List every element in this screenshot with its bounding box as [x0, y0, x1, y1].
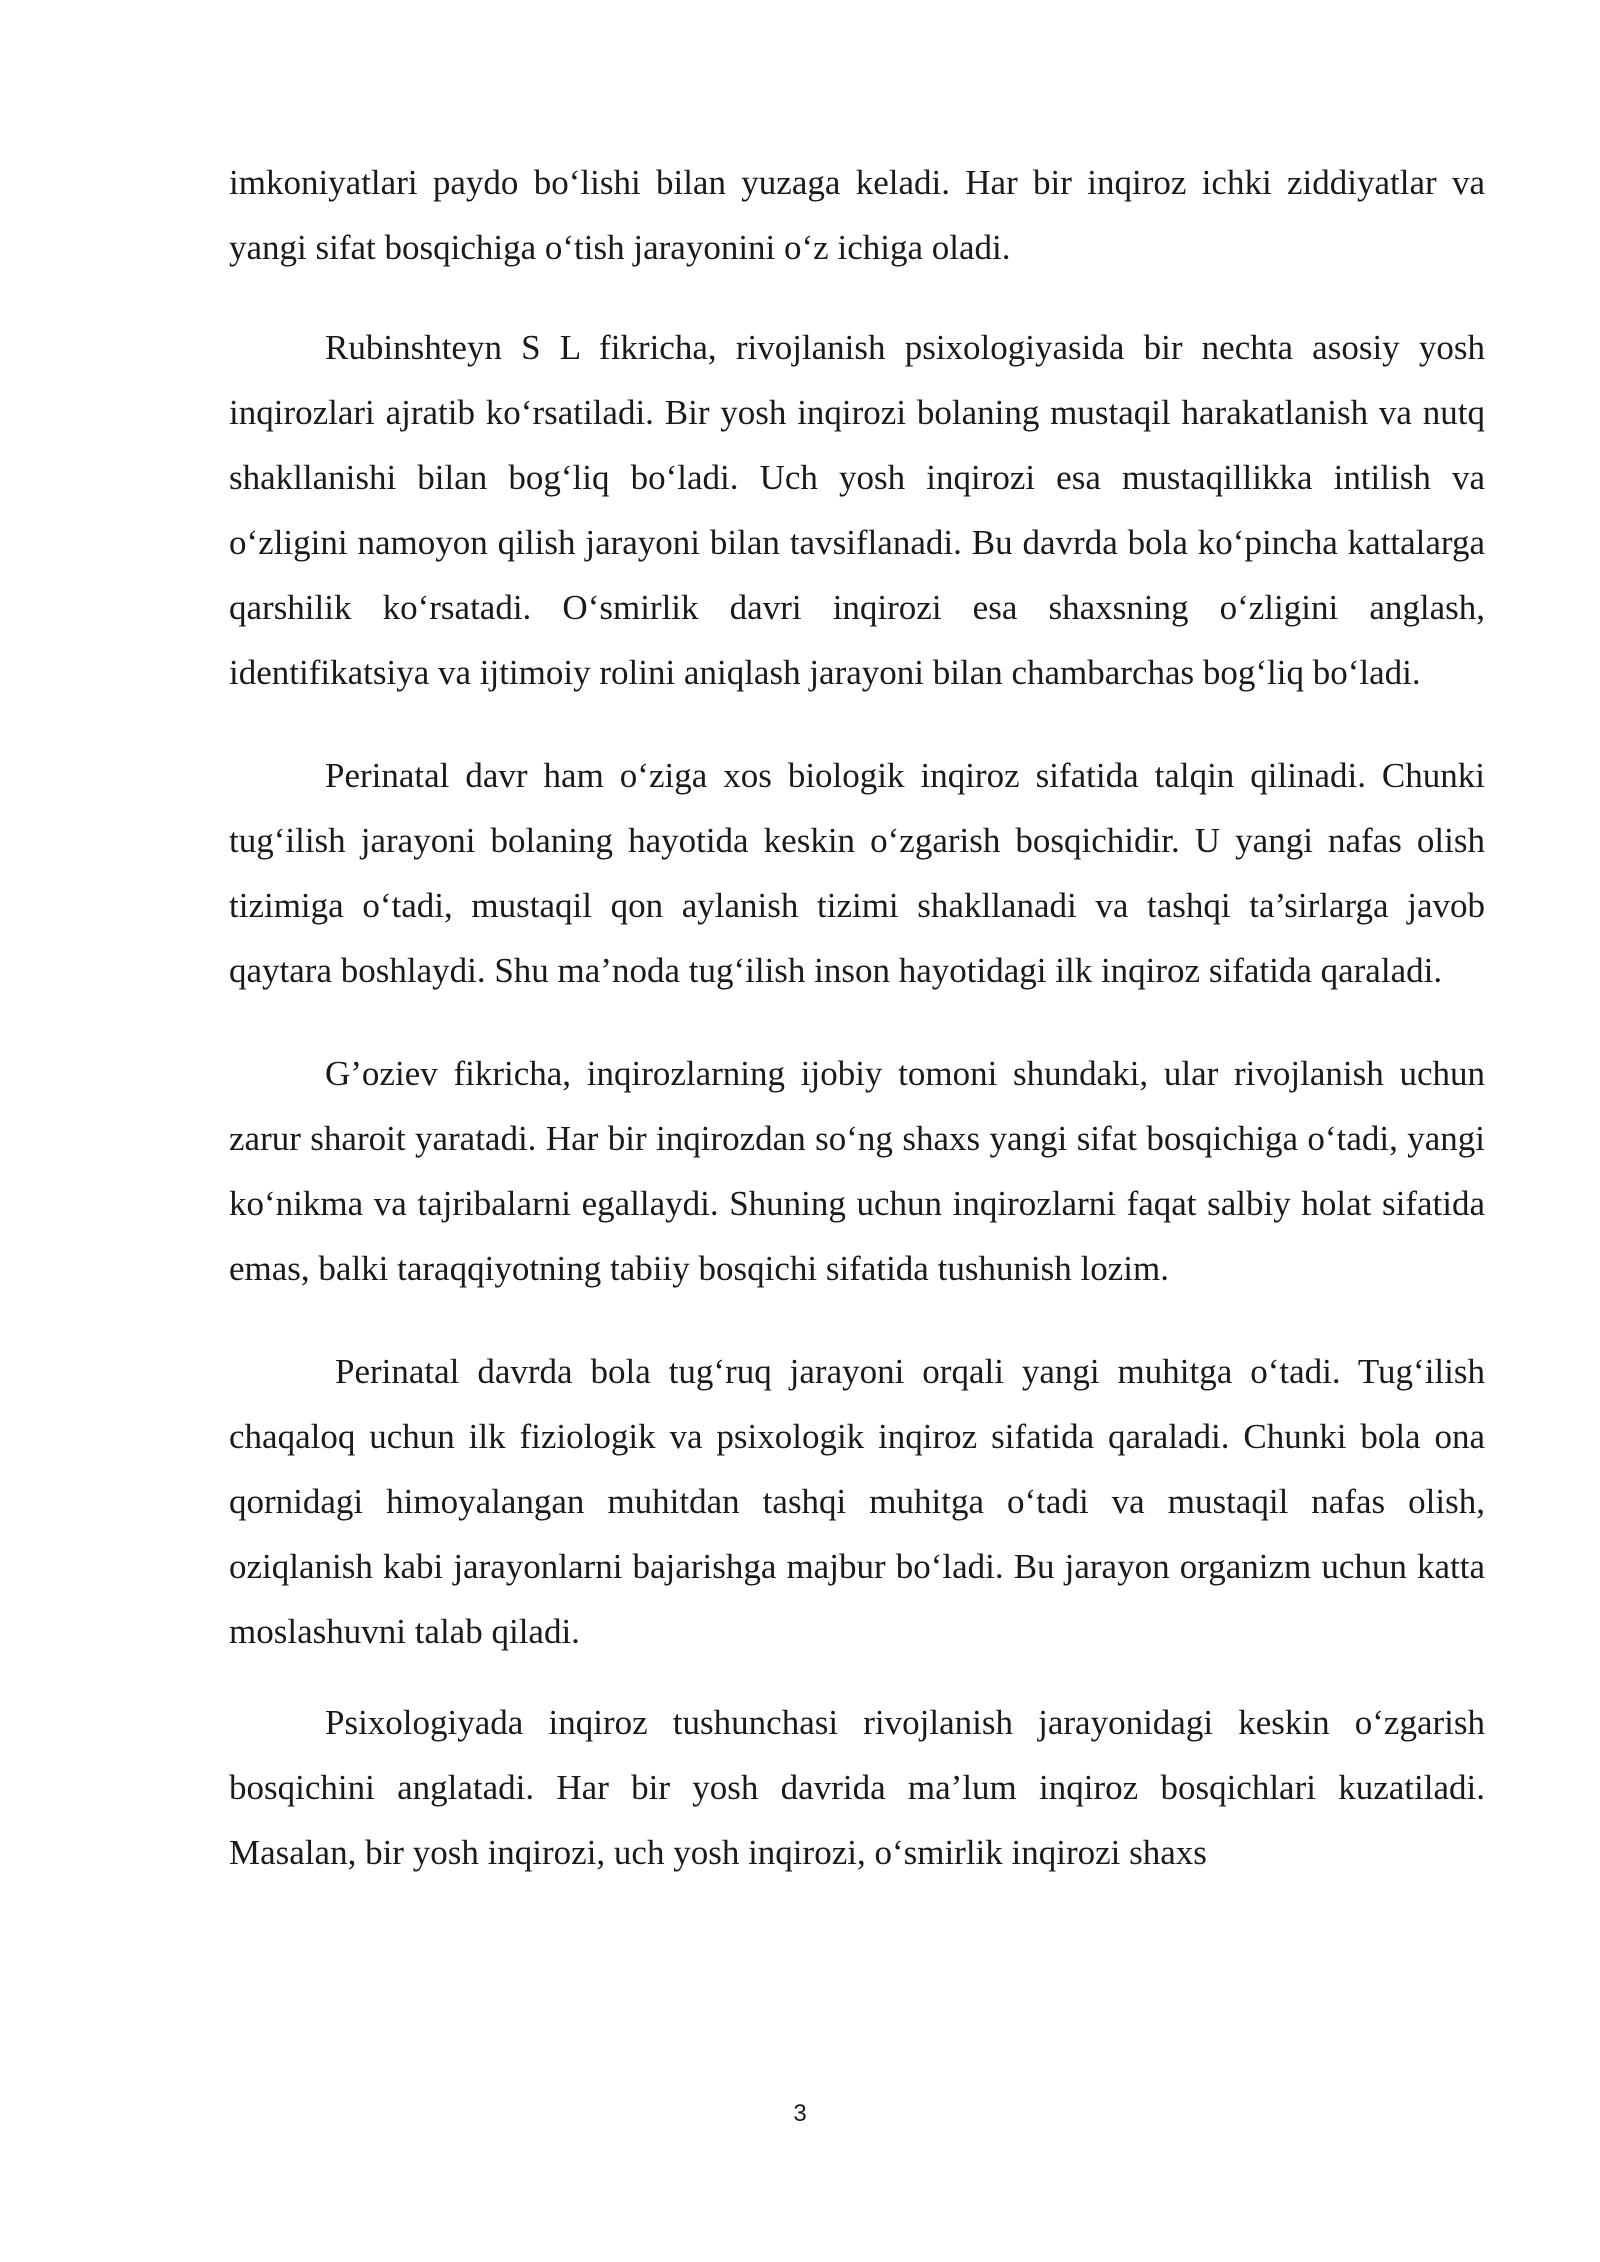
paragraph-goziev: G’oziev fikricha, inqirozlarning ijobiy tomoni shundaki, ular rivojlanish uchun zarur sharoit yaratadi. Har bir inqirozdan so‘ng shaxs yangi sifat bosqichiga o‘tadi, yangi ko‘nikma va tajribalarni egallaydi. Shuning uchun inqirozlarni faqat salbiy holat sifatida emas, balki taraqqiyotning tabiiy bosqichi sifatida tushunish lozim.: [229, 1054, 1485, 1288]
paragraph-rubinshteyn: Rubinshteyn S L fikricha, rivojlanish psixologiyasida bir nechta asosiy yosh inqirozlari ajratib ko‘rsatiladi. Bir yosh inqirozi bolaning mustaqil harakatlanish va nutq shakllanishi bilan bog‘liq bo‘ladi. Uch yosh inqirozi esa mustaqillikka intilish va o‘zligini namoyon qilish jarayoni bilan tavsiflanadi. Bu davrda bola ko‘pincha kattalarga qarshilik ko‘rsatadi. O‘smirlik davri inqirozi esa shaxsning o‘zligini anglash, identifikatsiya va ijtimoiy rolini aniqlash jarayoni bilan chambarchas bog‘liq bo‘ladi.: [229, 328, 1485, 692]
document-body: [229, 150, 1485, 1885]
page-number: 3: [793, 2100, 807, 2127]
paragraph-perinatal-birth: Perinatal davrda bola tug‘ruq jarayoni orqali yangi muhitga o‘tadi. Tug‘ilish chaqaloq uchun ilk fiziologik va psixologik inqiroz sifatida qaraladi. Chunki bola ona qornidagi himoyalangan muhitdan tashqi muhitga o‘tadi va mustaqil nafas olish, oziqlanish kabi jarayonlarni bajarishga majbur bo‘ladi. Bu jarayon organizm uchun katta moslashuvni talab qiladi.: [229, 1352, 1485, 1651]
paragraph-psychology-crisis: Psixologiyada inqiroz tushunchasi rivojlanish jarayonidagi keskin o‘zgarish bosqichini anglatadi. Har bir yosh davrida ma’lum inqiroz bosqichlari kuzatiladi. Masalan, bir yosh inqirozi, uch yosh inqirozi, o‘smirlik inqirozi shaxs: [229, 1703, 1485, 1872]
paragraph-perinatal-biological: Perinatal davr ham o‘ziga xos biologik inqiroz sifatida talqin qilinadi. Chunki tug‘ilish jarayoni bolaning hayotida keskin o‘zgarish bosqichidir. U yangi nafas olish tizimiga o‘tadi, mustaqil qon aylanish tizimi shakllanadi va tashqi ta’sirlarga javob qaytara boshlaydi. Shu ma’noda tug‘ilish inson hayotidagi ilk inqiroz sifatida qaraladi.: [229, 756, 1485, 990]
paragraph-continuation: imkoniyatlari paydo bo‘lishi bilan yuzaga keladi. Har bir inqiroz ichki ziddiyatlar va yangi sifat bosqichiga o‘tish jarayonini o‘z ichiga oladi.: [229, 163, 1485, 267]
